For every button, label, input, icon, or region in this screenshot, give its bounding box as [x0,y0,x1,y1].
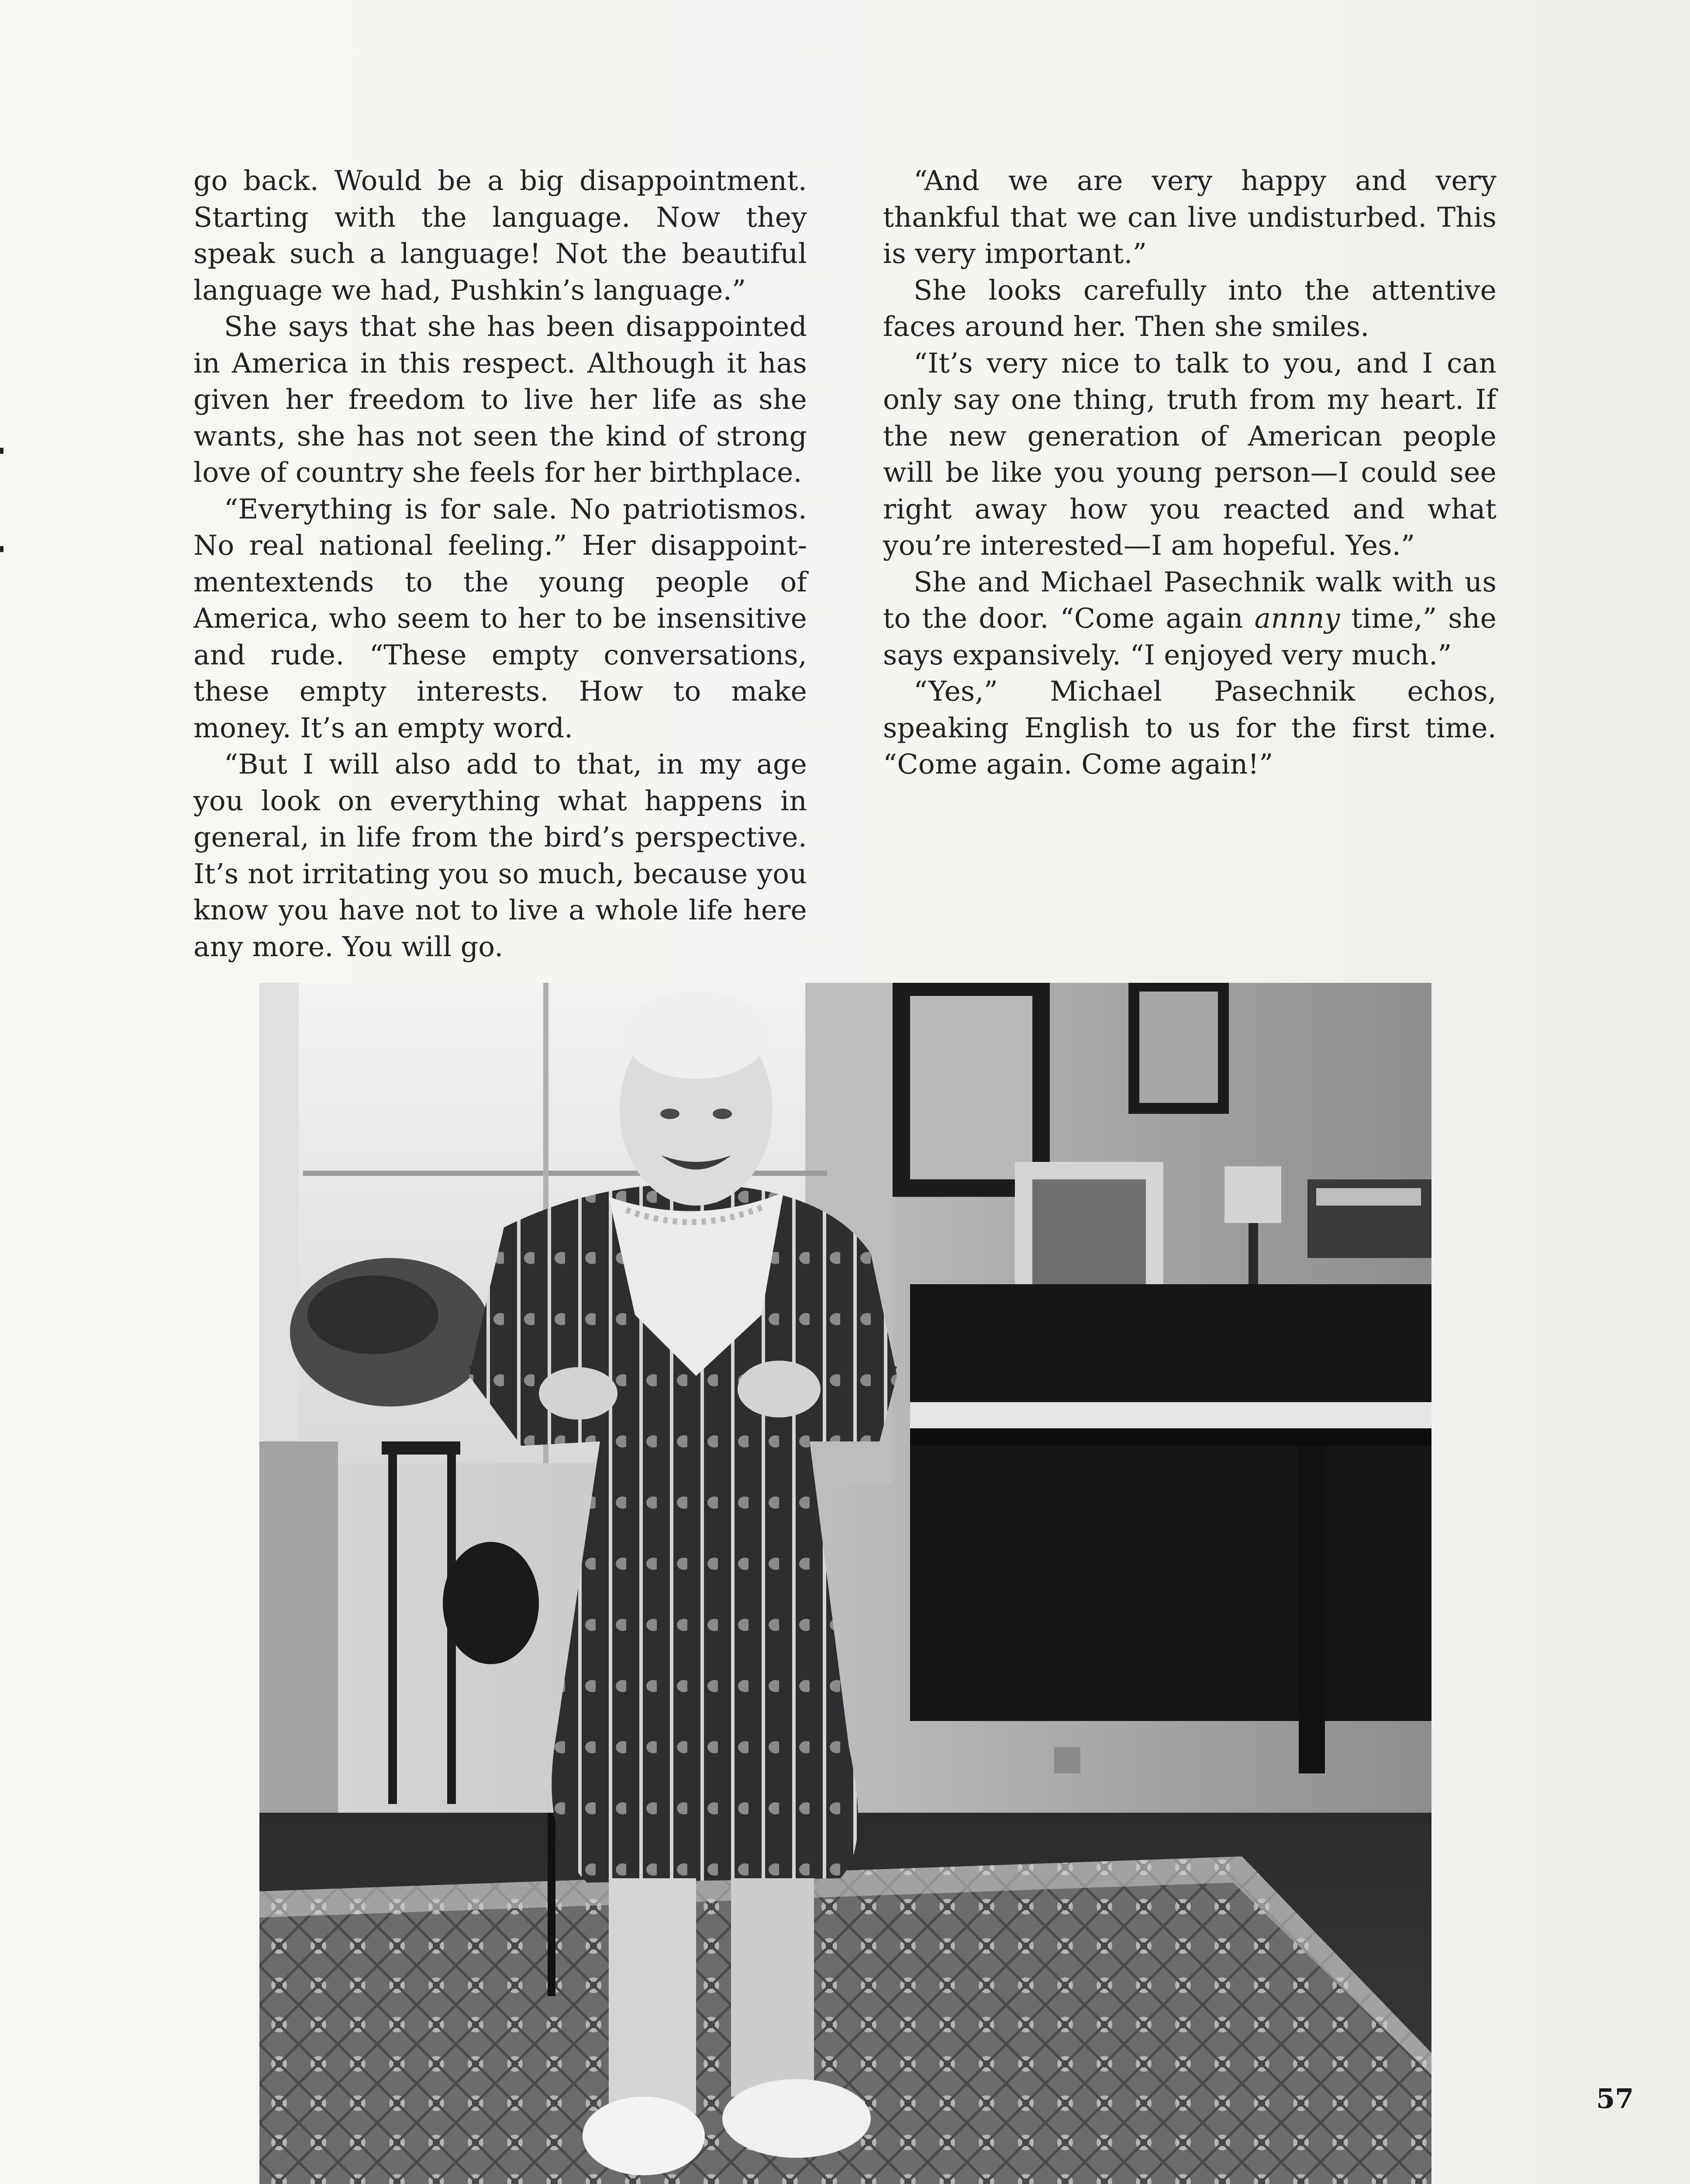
paragraph: She looks carefully into the attentive faces around her. Then she smiles. [883,274,1497,342]
photograph-elderly-woman-seated-by-piano [259,983,1431,2184]
binding-mark [0,448,3,454]
photograph-image [259,983,1431,2184]
paragraph: go back. Would be a big disappointment. Starting with the language. Now they speak such a language! Not the beautiful language we had, Pushkin’s language.” [193,165,807,306]
paragraph: “Yes,” Michael Pasechnik echos, speaking English to us for the first time. “Come again. Come again!” [883,675,1497,780]
paragraph [883,564,1497,674]
paragraph: “Everything is for sale. No patriotismos. No real national feeling.” Her disappointmentextends to the young people of America, who seem to her to be insensitive and rude. “These empty conversations, these empty interests. How to make money. It’s an empty word. [193,493,807,744]
emphasized-word: annny [1254,602,1340,634]
binding-mark [0,546,3,552]
right-text-column [883,162,1497,783]
paragraph: “It’s very nice to talk to you, and I can only say one thing, truth from my heart. If the new generation of American people will be like you young person—I could see right away how you reacted and what you’re interested—I am hopeful. Yes.” [883,347,1497,561]
paragraph: She says that she has been disappointed in America in this respect. Although it has given her freedom to live her life as she wants, she has not seen the kind of strong love of country she feels for her birthplace. [193,311,807,488]
page-number: 57 [1596,2083,1634,2115]
paragraph: “And we are very happy and very thankful that we can live undisturbed. This is very important.” [883,165,1497,270]
paragraph: “But I will also add to that, in my age you look on everything what happens in general, in life from the bird’s perspective. It’s not irritating you so much, because you know you have not to live a whole life here any more. You will go. [193,748,807,963]
left-text-column [193,162,807,965]
text-run: She and Michael Pasechnik walk with us to the door. “Come again [883,566,1497,634]
text-run: time,” she says expansively. “I enjoyed very much.” [883,602,1497,671]
